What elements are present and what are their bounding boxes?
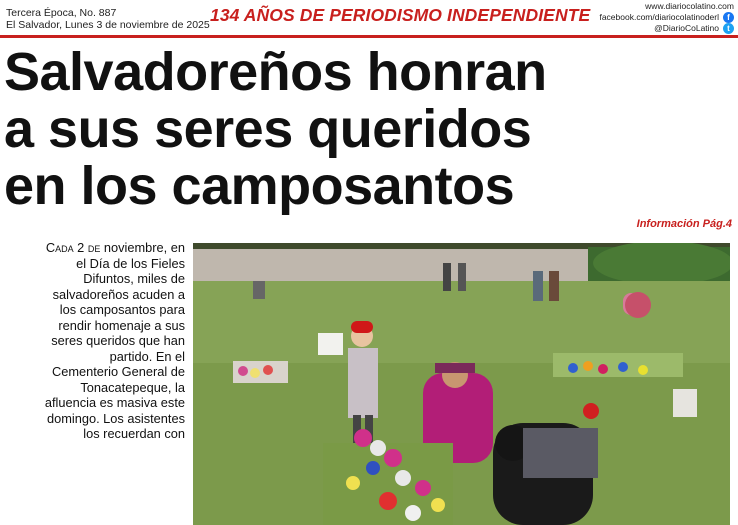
twitter-row[interactable]: [599, 23, 734, 34]
edition-info: [6, 7, 210, 31]
facebook-icon[interactable]: f: [723, 12, 734, 23]
website-row[interactable]: [599, 1, 734, 12]
cemetery-photo-illustration: [193, 243, 730, 525]
cemetery-photo: [193, 243, 730, 525]
masthead: [0, 0, 738, 38]
social-links: [599, 1, 734, 34]
info-page-reference[interactable]: Información Pág.4: [636, 218, 732, 230]
facebook-link[interactable]: facebook.com/diariocolatinoderl: [599, 11, 719, 22]
article-text: noviembre, en el Día de los Fieles Difuntos, miles de salvadoreños acuden a los camposantos para rendir homenaje a sus seres queridos que han partido. En el Cementerio General de Tonacatepeque, la afluencia es masiva este domingo. Los asistentes los recuerdan con: [44, 240, 185, 441]
edition-line: Tercera Época, No. 887: [6, 7, 117, 19]
twitter-link[interactable]: @DiarioCoLatino: [654, 22, 719, 33]
article-lead: Cada 2 de: [45, 240, 101, 255]
facebook-row[interactable]: [599, 12, 734, 23]
headline-line-2: a sus seres queridos: [4, 99, 532, 159]
headline-line-3: en los camposantos: [4, 156, 515, 216]
headline: [4, 44, 734, 215]
date-line: El Salvador, Lunes 3 de noviembre de 2025: [6, 19, 210, 31]
slogan: 134 AÑOS DE PERIODISMO INDEPENDIENTE: [210, 5, 591, 25]
masthead-divider: [0, 35, 738, 38]
twitter-icon[interactable]: t: [723, 23, 734, 34]
website-link[interactable]: www.diariocolatino.com: [645, 1, 734, 11]
article-body: [40, 240, 185, 442]
headline-line-1: Salvadoreños honran: [4, 42, 547, 102]
